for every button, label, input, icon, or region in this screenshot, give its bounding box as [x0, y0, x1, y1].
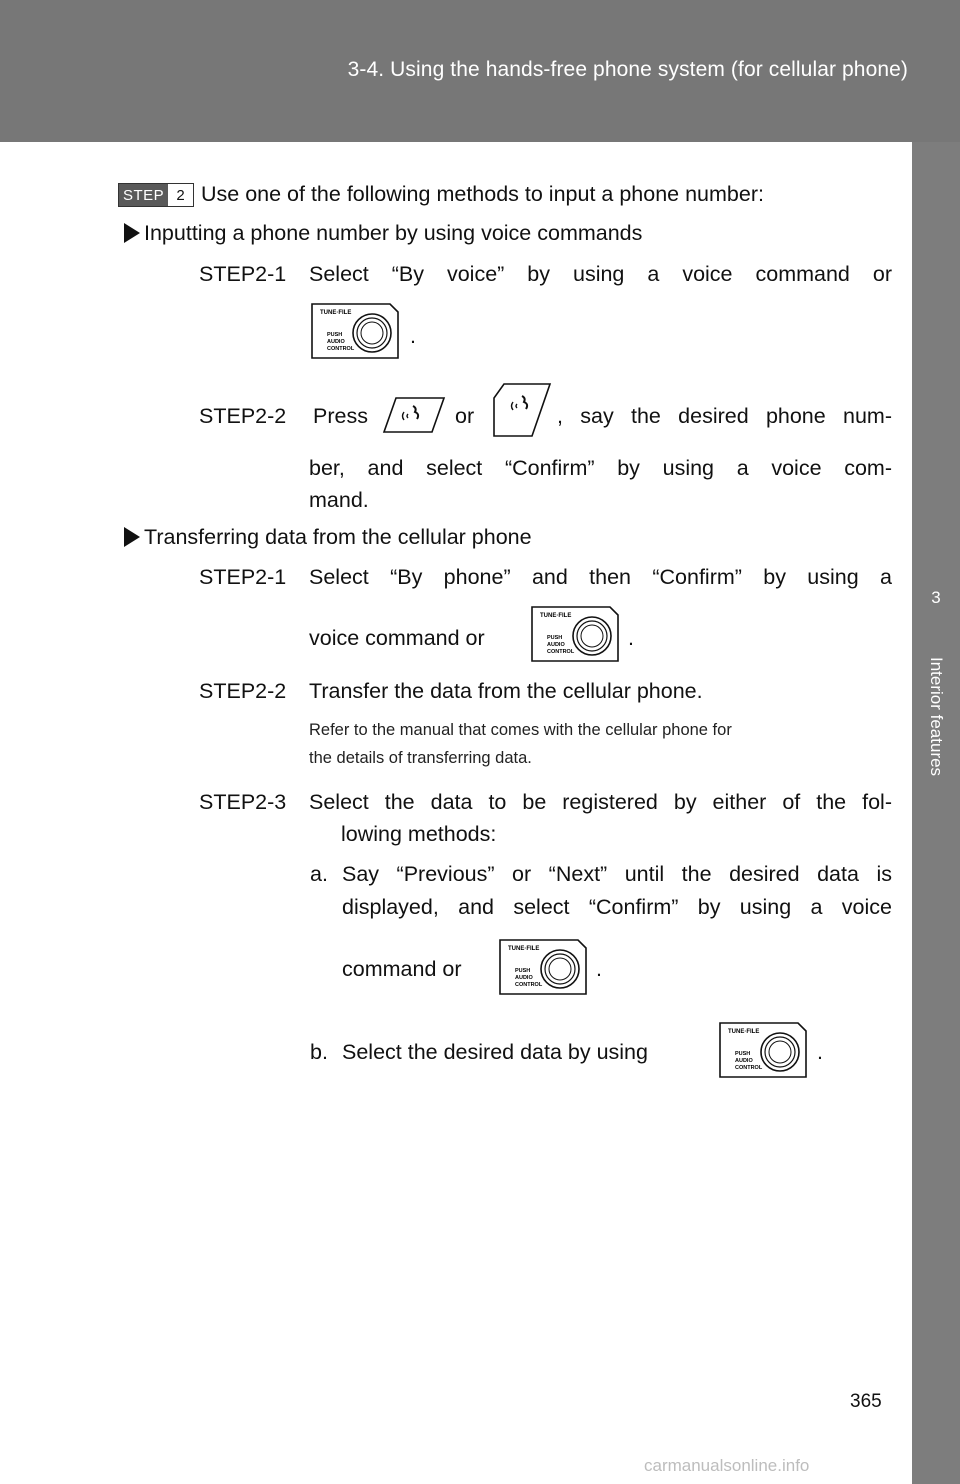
knob-line1: PUSH — [327, 332, 343, 338]
knob-line3: CONTROL — [547, 649, 575, 655]
talk-switch-alt-icon — [492, 378, 552, 442]
bullet-arrow-icon — [124, 223, 140, 243]
m1-step1-text: Select “By voice” by using a voice command or — [309, 262, 892, 286]
m2-step1-text: Select “By phone” and then “Confirm” by using a — [309, 565, 892, 589]
option-a-period: . — [596, 957, 602, 981]
talk-switch-icon — [382, 390, 448, 438]
option-a-line2: displayed, and select “Confirm” by using a voice — [342, 895, 892, 919]
tune-file-knob-icon — [310, 302, 400, 360]
m2-note-line1: Refer to the manual that comes with the cellular phone for — [309, 721, 732, 739]
knob-line3: CONTROL — [327, 346, 355, 352]
m1-step2-label: STEP2-2 — [199, 404, 287, 428]
step-badge-number: 2 — [176, 186, 185, 204]
m2-step3-text: Select the data to be registered by either of the fol- — [309, 790, 892, 814]
m1-step1-label: STEP2-1 — [199, 262, 287, 286]
step-badge — [118, 183, 194, 207]
m1-step2-line2: ber, and select “Confirm” by using a voice com- — [309, 456, 892, 480]
knob-top-label: TUNE·FILE — [540, 613, 572, 619]
step-badge-word: STEP — [119, 184, 168, 206]
chapter-title: Interior features — [927, 657, 946, 777]
tune-file-knob-icon — [718, 1021, 808, 1079]
knob-line3: CONTROL — [515, 982, 543, 988]
tune-file-knob-icon — [498, 938, 588, 996]
knob-top-label: TUNE·FILE — [320, 310, 352, 316]
knob-line1: PUSH — [547, 635, 563, 641]
page-header — [0, 0, 960, 142]
m1-step1-period: . — [410, 324, 416, 348]
method2-heading: Transferring data from the cellular phone — [144, 525, 532, 549]
knob-top-label: TUNE·FILE — [728, 1029, 760, 1035]
m2-step1-line2: voice command or — [309, 626, 485, 650]
tune-file-knob-icon — [530, 605, 620, 663]
m1-step2-line3: mand. — [309, 488, 369, 512]
m2-step3-line2: lowing methods: — [341, 822, 497, 846]
knob-line1: PUSH — [735, 1051, 751, 1057]
m1-step2-or: or — [455, 404, 475, 428]
knob-line1: PUSH — [515, 968, 531, 974]
page-number: 365 — [850, 1391, 882, 1412]
watermark: carmanualsonline.info — [644, 1456, 810, 1475]
option-a-line3: command or — [342, 957, 462, 981]
knob-top-label: TUNE·FILE — [508, 946, 540, 952]
chapter-number: 3 — [931, 588, 941, 607]
option-a-label: a. — [310, 862, 328, 886]
option-b-label: b. — [310, 1040, 328, 1064]
knob-line2: AUDIO — [735, 1058, 753, 1064]
knob-line2: AUDIO — [547, 642, 565, 648]
section-title: 3-4. Using the hands-free phone system (for cellular phone) — [347, 58, 908, 81]
knob-line2: AUDIO — [515, 975, 533, 981]
intro-text: Use one of the following methods to input a phone number: — [201, 182, 764, 206]
knob-line3: CONTROL — [735, 1065, 763, 1071]
m2-step1-period: . — [628, 626, 634, 650]
bullet-arrow-icon — [124, 527, 140, 547]
option-b-text: Select the desired data by using — [342, 1040, 648, 1064]
m1-step2-rest: , say the desired phone num- — [557, 404, 892, 428]
m2-step1-label: STEP2-1 — [199, 565, 287, 589]
m2-step2-text: Transfer the data from the cellular phone. — [309, 679, 703, 703]
option-b-period: . — [817, 1040, 823, 1064]
m2-note-line2: the details of transferring data. — [309, 749, 532, 767]
knob-line2: AUDIO — [327, 339, 345, 345]
m1-step2-press: Press — [313, 404, 368, 428]
method1-heading: Inputting a phone number by using voice commands — [144, 221, 643, 245]
m2-step2-label: STEP2-2 — [199, 679, 287, 703]
m2-step3-label: STEP2-3 — [199, 790, 287, 814]
option-a-line1: Say “Previous” or “Next” until the desired data is — [342, 862, 892, 886]
